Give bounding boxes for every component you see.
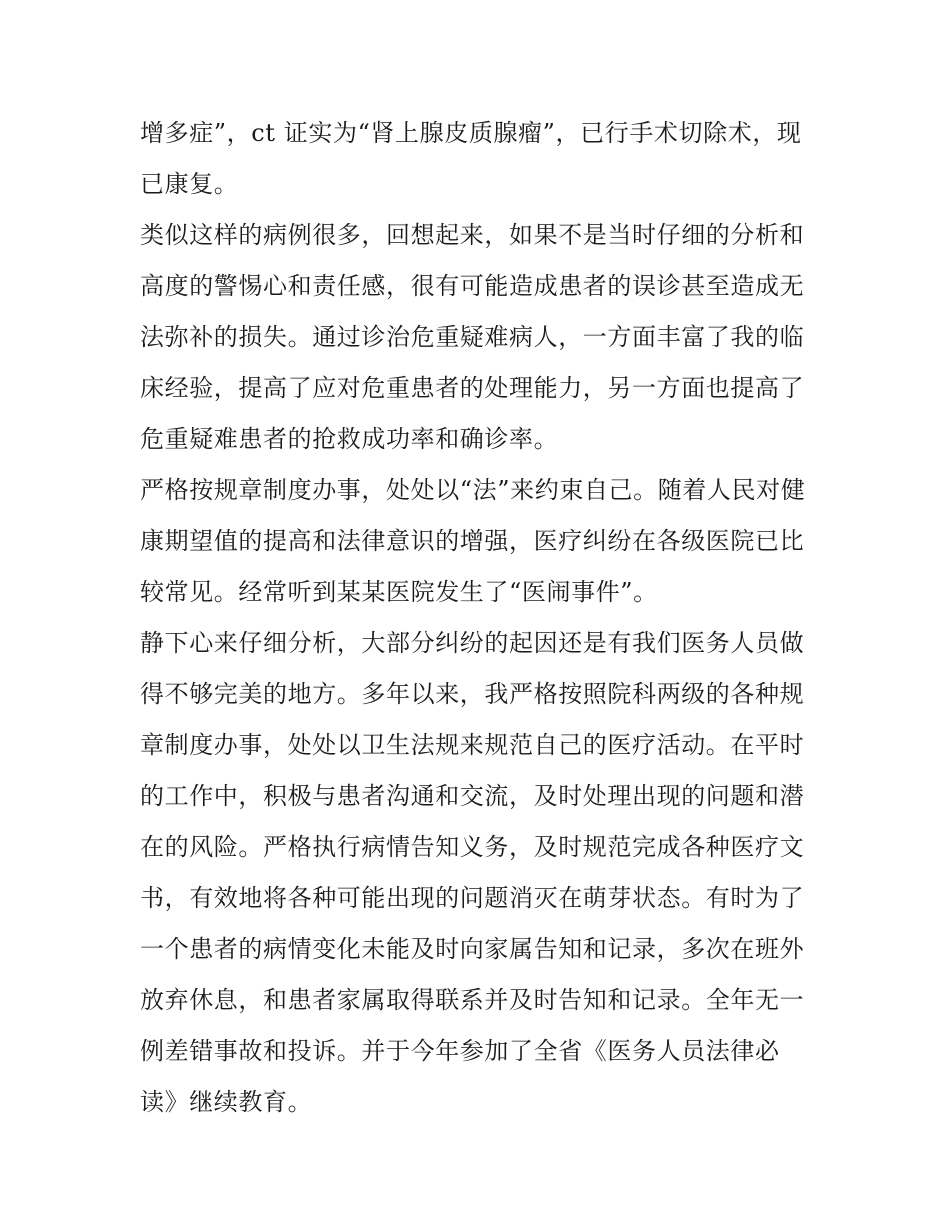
text-line: 已康复。 [140, 170, 239, 198]
text-line: 法弥补的损失。通过诊治危重疑难病人，一方面丰富了我的临 [140, 323, 805, 351]
text-line: 得不够完美的地方。多年以来，我严格按照院科两级的各种规 [140, 680, 805, 708]
text-line: 类似这样的病例很多，回想起来，如果不是当时仔细的分析和 [140, 221, 805, 249]
text-line: 在的风险。严格执行病情告知义务，及时规范完成各种医疗文 [140, 833, 805, 861]
text-line: 严格按规章制度办事，处处以“法”来约束自己。随着人民对健 [140, 476, 806, 504]
text-line: 章制度办事，处处以卫生法规来规范自己的医疗活动。在平时 [140, 731, 805, 759]
text-line: 较常见。经常听到某某医院发生了“医闹事件”。 [140, 578, 658, 606]
text-line: 高度的警惕心和责任感，很有可能造成患者的误诊甚至造成无 [140, 272, 805, 300]
text-line: 静下心来仔细分析，大部分纠纷的起因还是有我们医务人员做 [140, 629, 805, 657]
text-line: 床经验，提高了应对危重患者的处理能力，另一方面也提高了 [140, 374, 805, 402]
text-line: 书，有效地将各种可能出现的问题消灭在萌芽状态。有时为了 [140, 884, 805, 912]
text-line: 康期望值的提高和法律意识的增强，医疗纠纷在各级医院已比 [140, 527, 805, 555]
text-line: 的工作中，积极与患者沟通和交流，及时处理出现的问题和潜 [140, 782, 805, 810]
text-line: 增多症”，ct 证实为“肾上腺皮质腺瘤”，已行手术切除术，现 [140, 119, 802, 147]
text-line: 读》继续教育。 [140, 1088, 313, 1116]
text-line: 例差错事故和投诉。并于今年参加了全省《医务人员法律必 [140, 1037, 780, 1065]
text-line: 危重疑难患者的抢救成功率和确诊率。 [140, 425, 559, 453]
text-line: 放弃休息，和患者家属取得联系并及时告知和记录。全年无一 [140, 986, 805, 1014]
text-line: 一个患者的病情变化未能及时向家属告知和记录，多次在班外 [140, 935, 805, 963]
document-body [140, 108, 820, 1128]
